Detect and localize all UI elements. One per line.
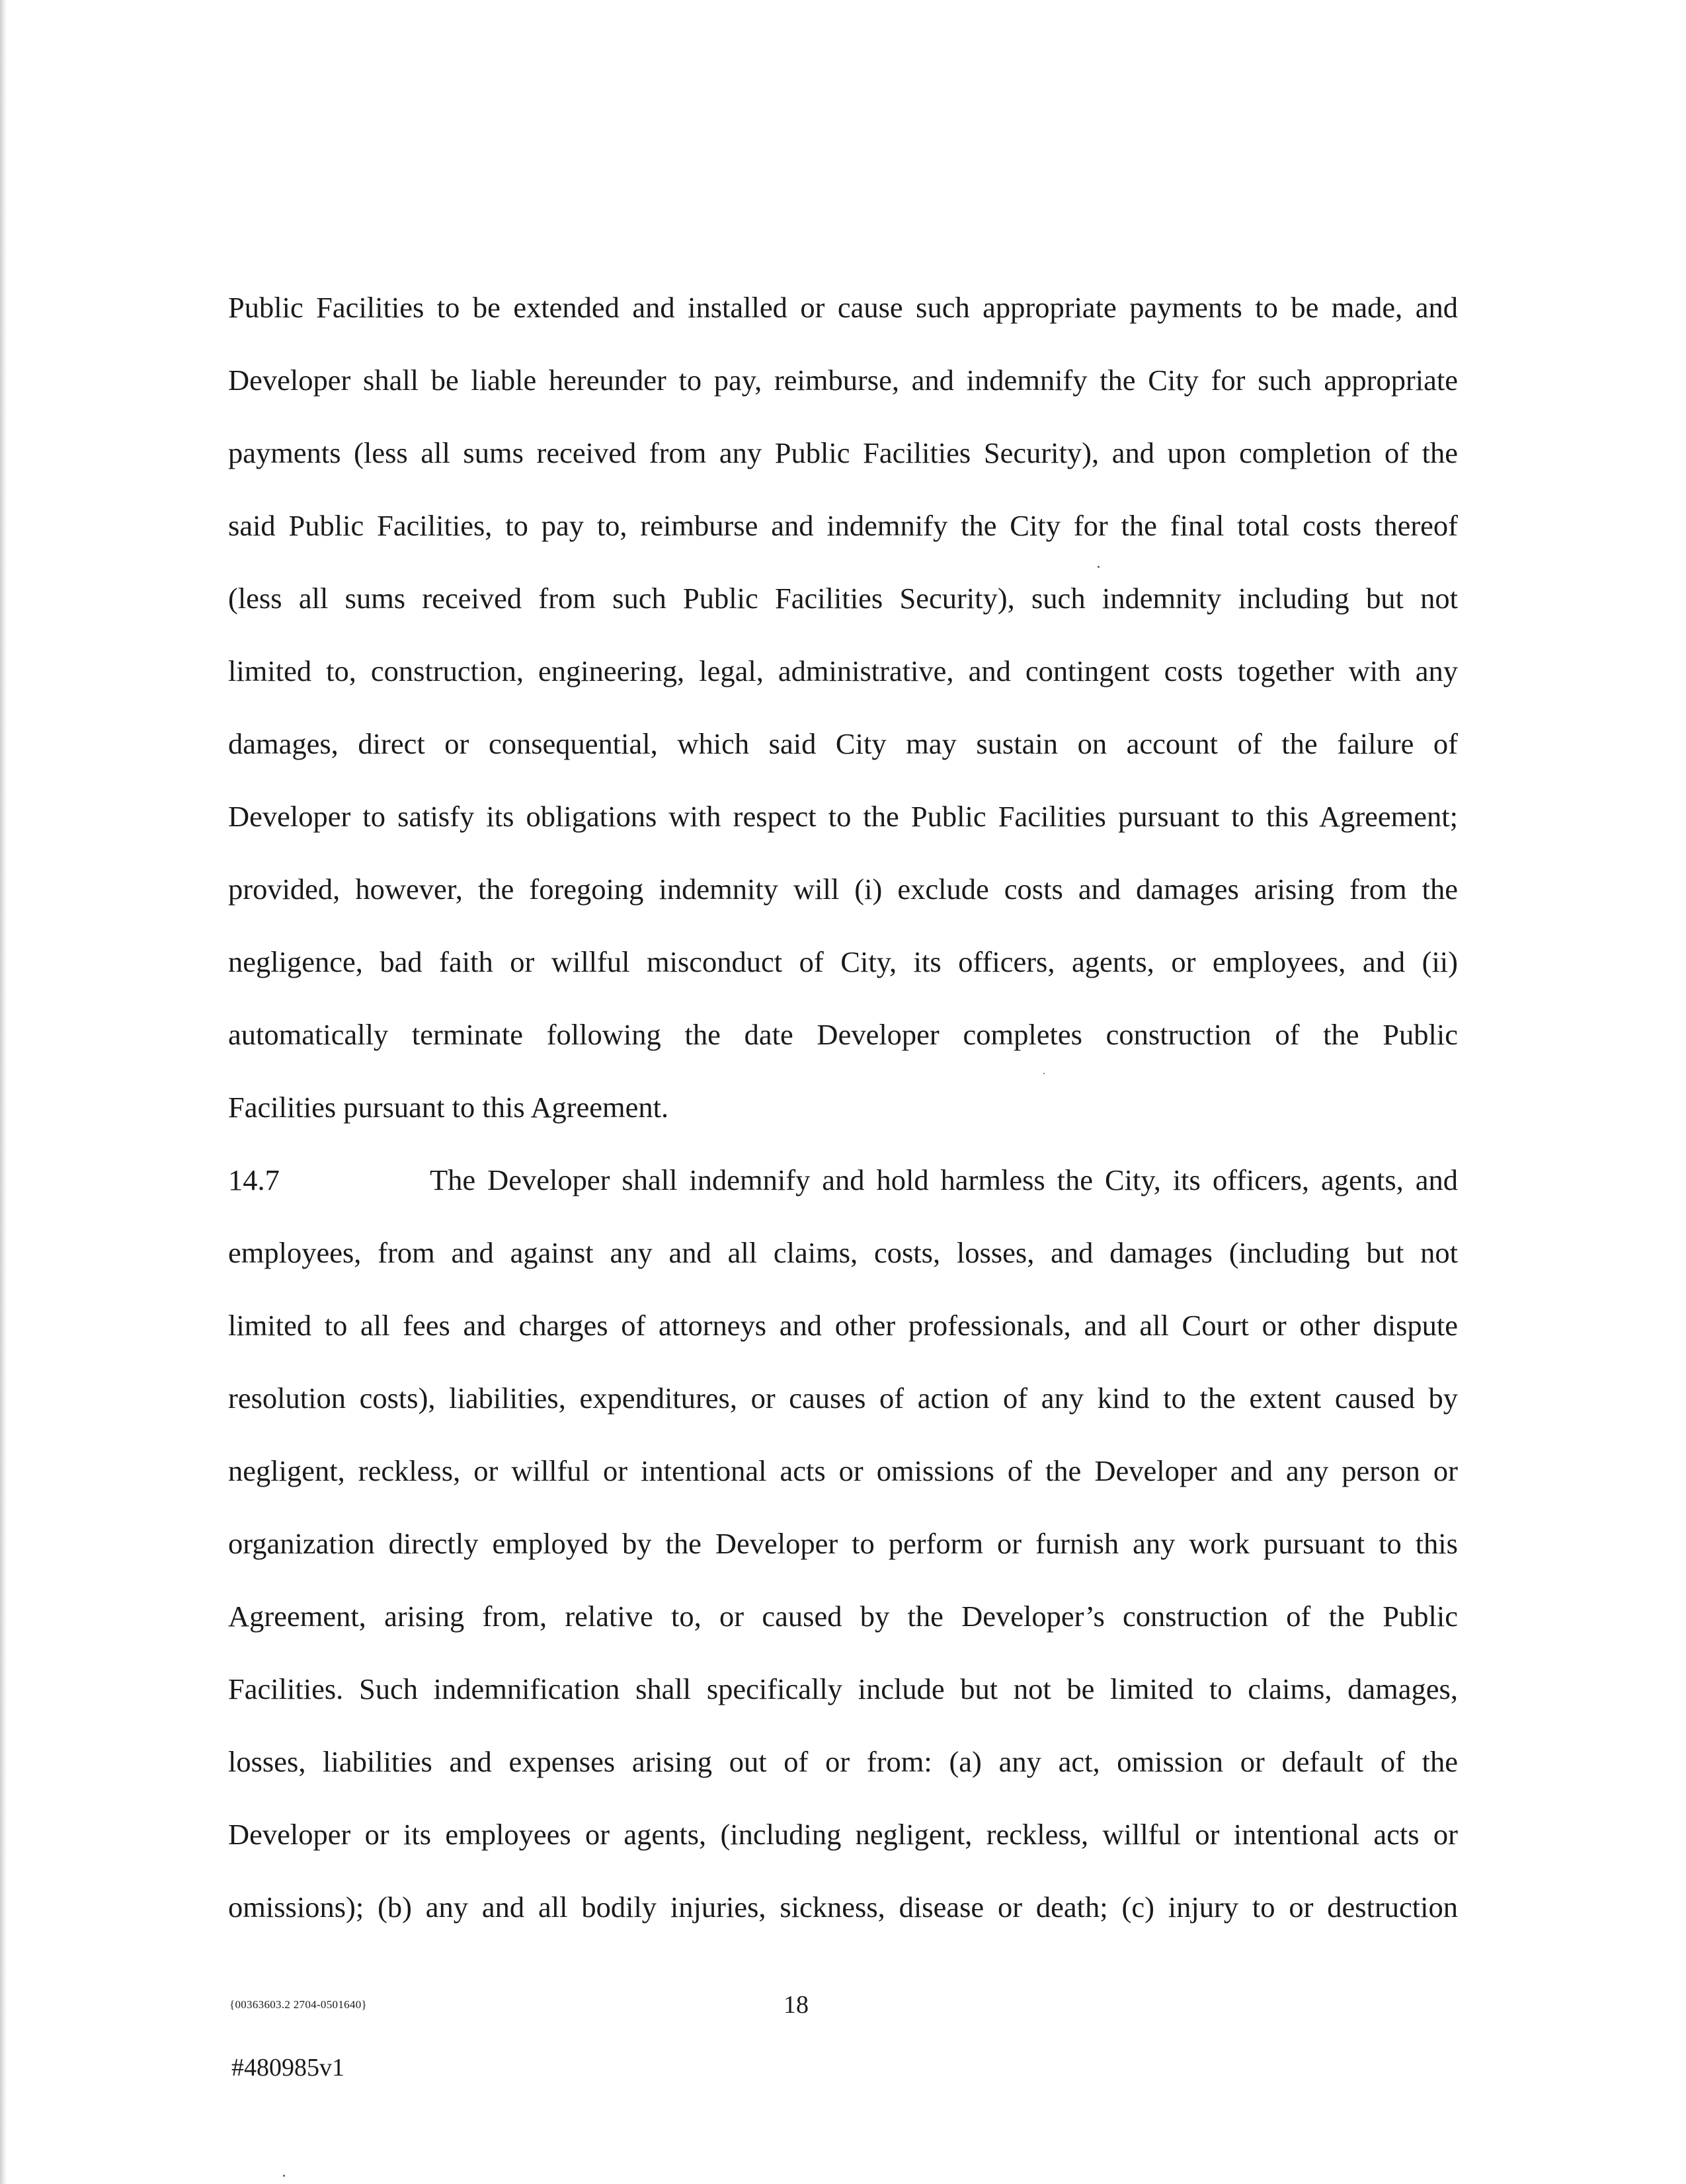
body-line: payments (less all sums received from any Public Facilities Security), and upon completion of the — [228, 436, 1458, 469]
version-tag: #480985v1 — [231, 2054, 344, 2082]
scan-speck — [1098, 566, 1100, 568]
body-line: Public Facilities to be extended and installed or cause such appropriate payments to be made, and — [228, 291, 1458, 324]
body-line: limited to, construction, engineering, legal, administrative, and contingent costs together with any — [228, 654, 1458, 687]
body-line: Developer shall be liable hereunder to pay, reimburse, and indemnify the City for such appropriate — [228, 364, 1458, 397]
section-line: Facilities. Such indemnification shall specifically include but not be limited to claims, damages, — [228, 1672, 1458, 1705]
section-line: negligent, reckless, or willful or intentional acts or omissions of the Developer and any person or — [228, 1454, 1458, 1487]
body-line: damages, direct or consequential, which said City may sustain on account of the failure of — [228, 727, 1458, 760]
section-line: resolution costs), liabilities, expenditures, or causes of action of any kind to the extent caused by — [228, 1382, 1458, 1415]
body-line: provided, however, the foregoing indemnity will (i) exclude costs and damages arising from the — [228, 873, 1458, 906]
document-id: {00363603.2 2704-0501640} — [229, 1998, 367, 2011]
page-number: 18 — [783, 1991, 809, 2019]
body-line: said Public Facilities, to pay to, reimburse and indemnify the City for the final total costs thereof — [228, 509, 1458, 542]
scan-speck — [283, 2175, 285, 2177]
scan-edge — [0, 0, 7, 2184]
section-line: employees, from and against any and all claims, costs, losses, and damages (including but not — [228, 1236, 1458, 1269]
section-line: Developer or its employees or agents, (including negligent, reckless, willful or intentional acts or — [228, 1818, 1458, 1851]
section-line: losses, liabilities and expenses arising out of or from: (a) any act, omission or default of the — [228, 1745, 1458, 1778]
section-line: omissions); (b) any and all bodily injuries, sickness, disease or death; (c) injury to or destruction — [228, 1891, 1458, 1924]
section-line: Agreement, arising from, relative to, or caused by the Developer’s construction of the Public — [228, 1600, 1458, 1633]
body-line: (less all sums received from such Public Facilities Security), such indemnity including but not — [228, 582, 1458, 615]
body-line: negligence, bad faith or willful misconduct of City, its officers, agents, or employees, and (ii) — [228, 945, 1458, 978]
body-line: Facilities pursuant to this Agreement. — [228, 1091, 669, 1124]
scan-speck — [1043, 1073, 1045, 1074]
section-line: limited to all fees and charges of attorneys and other professionals, and all Court or other dispute — [228, 1309, 1458, 1342]
section-first-line: The Developer shall indemnify and hold harmless the City, its officers, agents, and — [430, 1163, 1458, 1196]
section-line: organization directly employed by the Developer to perform or furnish any work pursuant to this — [228, 1527, 1458, 1560]
body-line: automatically terminate following the date Developer completes construction of the Public — [228, 1018, 1458, 1051]
section-heading-line — [228, 1144, 1458, 1216]
body-line: Developer to satisfy its obligations with respect to the Public Facilities pursuant to this Agreement; — [228, 800, 1458, 833]
section-number: 14.7 — [228, 1163, 280, 1196]
